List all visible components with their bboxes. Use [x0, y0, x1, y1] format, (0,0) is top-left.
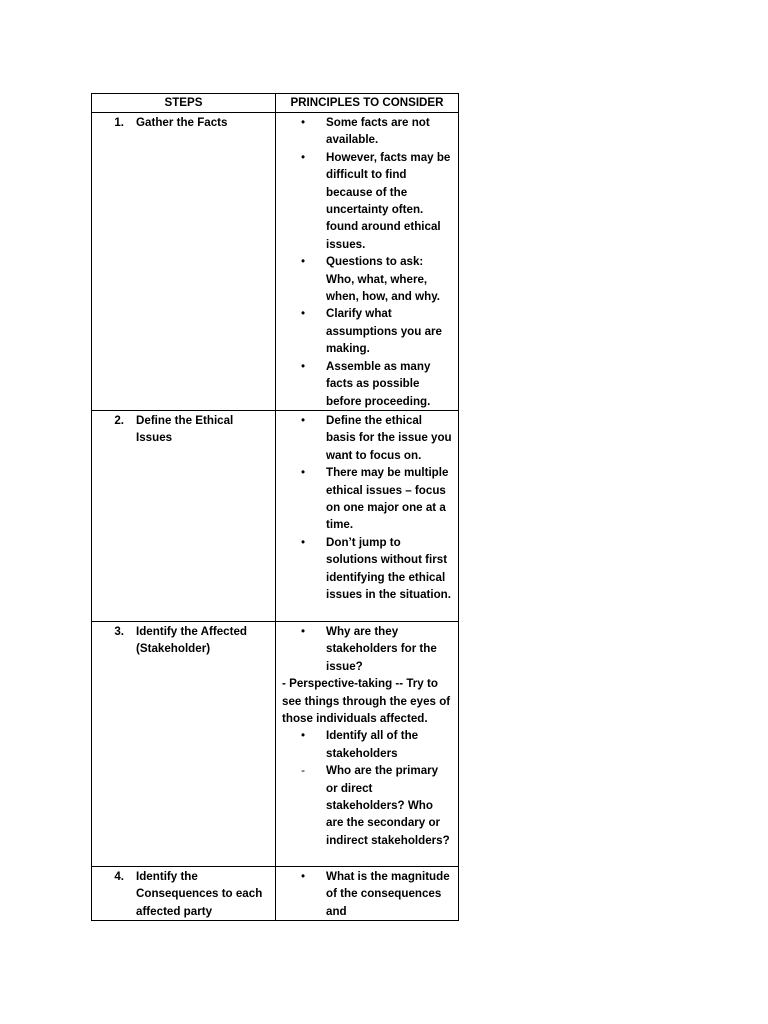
- list-item: [280, 534, 454, 604]
- principle-text: However, facts may be difficult to find because of the uncertainty often. found around ethical issues.: [326, 150, 451, 251]
- bullet-marker: •: [300, 870, 306, 883]
- steps-table: [91, 93, 459, 921]
- step-number: 3.: [114, 625, 124, 638]
- bullet-marker: •: [300, 307, 306, 321]
- principles-header: PRINCIPLES TO CONSIDER: [276, 94, 459, 113]
- step-cell: [92, 411, 276, 622]
- principle-text: Some facts are not available.: [326, 116, 430, 147]
- principle-text: There may be multiple ethical issues – focus on one major one at a time.: [326, 466, 449, 532]
- bullet-marker: •: [300, 729, 306, 743]
- table-row: [92, 867, 459, 921]
- principles-cell: [276, 113, 459, 411]
- step-number: 2.: [114, 414, 124, 427]
- step-cell: [92, 867, 276, 921]
- list-item: [280, 727, 454, 762]
- step-cell: [92, 113, 276, 411]
- principle-text: Don’t jump to solutions without first identifying the ethical issues in the situation.: [326, 535, 451, 602]
- list-item: [280, 114, 454, 149]
- principle-text: Clarify what assumptions you are making.: [326, 307, 442, 356]
- step-title: Define the Ethical Issues: [136, 414, 234, 445]
- principle-text: Assemble as many facts as possible before proceeding.: [326, 359, 431, 408]
- table-row: [92, 113, 459, 411]
- list-item: [280, 623, 454, 675]
- principle-text: Define the ethical basis for the issue you want to focus on.: [326, 414, 452, 462]
- steps-header: STEPS: [92, 94, 276, 113]
- bullet-marker: •: [300, 625, 306, 638]
- step-number: 1.: [114, 116, 124, 129]
- table-row: [92, 622, 459, 867]
- dash-marker: -: [301, 764, 305, 778]
- list-item: [280, 305, 454, 357]
- list-item: [280, 253, 454, 305]
- principle-text: - Perspective-taking -- Try to see things through the eyes of those individuals affected.: [282, 677, 451, 726]
- step-number: 4.: [114, 870, 124, 883]
- principles-cell: [276, 622, 459, 867]
- table-row: [92, 411, 459, 622]
- principles-cell: [276, 411, 459, 622]
- principle-text: Identify all of the stakeholders: [326, 729, 419, 760]
- bullet-marker: •: [300, 150, 306, 164]
- step-title: Identify the Consequences to each affected party: [136, 870, 263, 918]
- bullet-marker: •: [300, 414, 306, 427]
- list-item: [280, 675, 454, 727]
- principle-text: Who are the primary or direct stakeholders? Who are the secondary or indirect stakeholders?: [326, 764, 450, 847]
- step-cell: [92, 622, 276, 867]
- principle-text: Why are they stakeholders for the issue?: [326, 625, 437, 673]
- principle-text: Questions to ask: Who, what, where, when, how, and why.: [326, 255, 441, 304]
- header-row: [92, 94, 459, 113]
- list-item: [280, 149, 454, 253]
- bullet-marker: •: [300, 116, 306, 129]
- list-item: [280, 762, 454, 849]
- bullet-marker: •: [300, 466, 306, 480]
- list-item: [280, 464, 454, 534]
- principle-text: What is the magnitude of the consequences and: [326, 870, 450, 918]
- step-title: Identify the Affected (Stakeholder): [136, 625, 248, 656]
- bullet-marker: •: [300, 535, 306, 549]
- bullet-marker: •: [300, 255, 306, 269]
- principles-cell: [276, 867, 459, 921]
- list-item: [280, 412, 454, 464]
- bullet-marker: •: [300, 359, 306, 373]
- list-item: [280, 358, 454, 410]
- list-item: [280, 868, 454, 920]
- step-title: Gather the Facts: [136, 116, 228, 129]
